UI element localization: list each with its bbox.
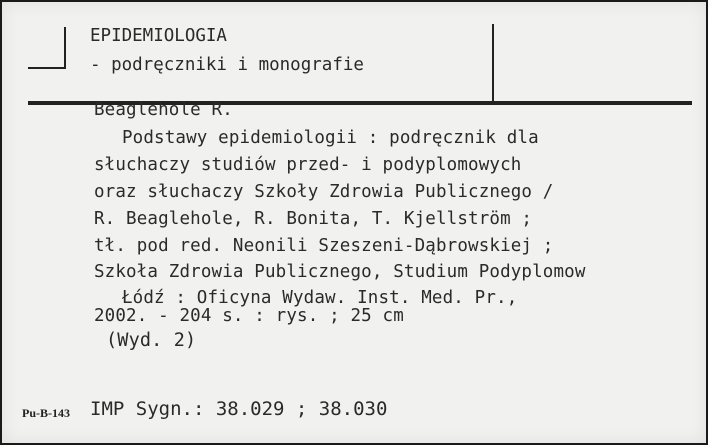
shelf-code: Pu-B-143: [22, 406, 70, 420]
header-divider-vertical: [492, 24, 494, 102]
title-line-1: Podstawy epidemiologii : podręcznik dla: [122, 128, 539, 148]
corner-mark-vertical: [64, 27, 66, 69]
responsibility-line-3: Szkoła Zdrowia Publicznego, Studium Podyplomow: [94, 262, 586, 282]
author-line: Beaglehole R.: [94, 100, 233, 120]
edition-note: (Wyd. 2): [106, 330, 197, 351]
catalog-card: [2, 2, 706, 443]
title-line-2: słuchaczy studiów przed- i podyplomowych: [94, 155, 522, 175]
subject-subheading: - podręczniki i monografie: [90, 55, 364, 75]
responsibility-line-2: tł. pod red. Neonili Szeszeni-Dąbrowskiej ;: [94, 236, 554, 256]
responsibility-line-1: R. Beaglehole, R. Bonita, T. Kjellström ;: [94, 209, 533, 229]
call-number: IMP Sygn.: 38.029 ; 38.030: [90, 398, 388, 420]
title-line-3: oraz słuchaczy Szkoły Zdrowia Publicznego /: [94, 182, 554, 202]
imprint-line-1: Łódź : Oficyna Wydaw. Inst. Med. Pr.,: [122, 288, 518, 308]
subject-heading: EPIDEMIOLOGIA: [90, 26, 227, 46]
imprint-line-2: 2002. - 204 s. : rys. ; 25 cm: [94, 306, 404, 326]
corner-mark-horizontal: [28, 67, 66, 69]
